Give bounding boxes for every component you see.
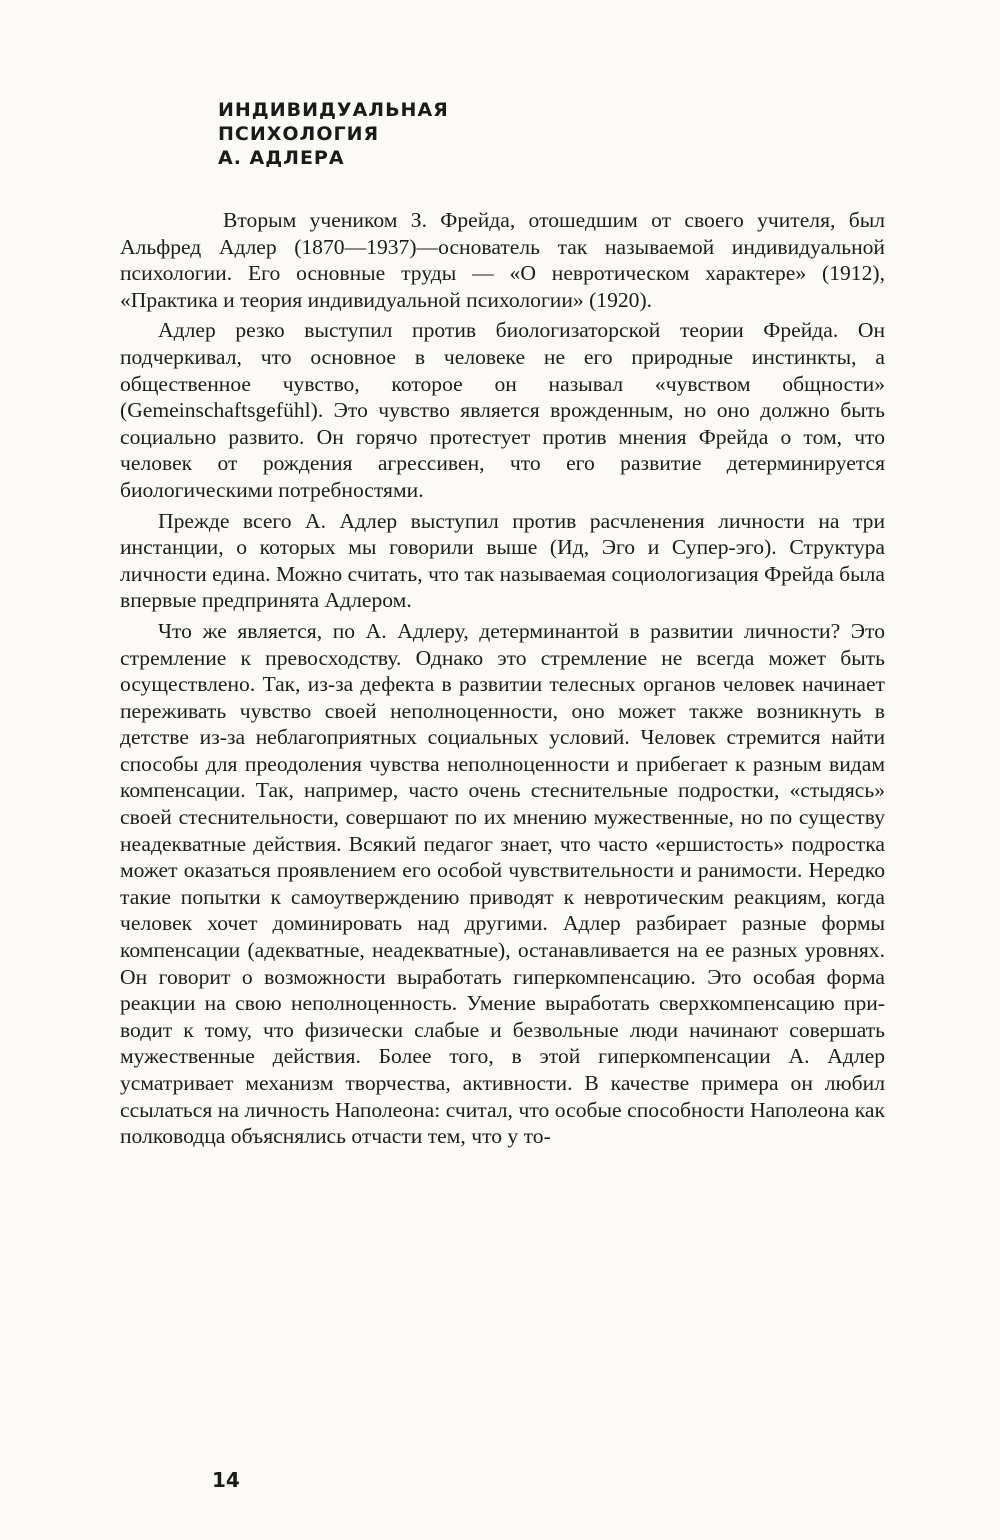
paragraph-4: Что же является, по А. Адлеру, детерминантой в развитии личности? Это стремление к превосходству. Однако это стремление не всегда может быть осуществлено. Так, из-за дефекта в развитии телесных органов человек начинает переживать чувство своей неполноценности, оно может также возникнуть в детстве из-за неблагоприятных социальных условий. Человек стремится найти способы для преодоления чувства неполноценности и прибегает к разным видам компенсации. Так, например, часто очень стеснительные подростки, «стыдясь» своей стеснительности, совершают по их мнению мужественные, но по существу неадекватные действия. Всякий педагог знает, что часто «ершистость» подростка может оказаться проявлением его особой чувствительности и ранимости. Нередко такие попытки к самоутверждению приводят к невротическим реакциям, когда человек хочет доминировать над другими. Адлер разбирает разные формы компенсации (адекватные, неадекватные), останавливается на ее разных уровнях. Он говорит о возможности выработать гиперкомпенсацию. Это особая форма реакции на свою неполноценность. Умение выработать сверхкомпенсацию приводит к тому, что физически слабые и безвольные люди начинают совершать мужественные действия. Более того, в этой гиперкомпенсации А. Адлер усматривает механизм творчества, активности. В качестве примера он любил ссылаться на личность Наполеона: считал, что особые способности Наполеона как полководца объяснялись отчасти тем, что у то- [120, 618, 885, 1149]
chapter-title-line-3: А. АДЛЕРА [218, 147, 345, 169]
paragraph-2: Адлер резко выступил против биологизаторской теории Фрейда. Он подчеркивал, что основное в человеке не его природные инстинкты, а общественное чувство, которое он называл «чувством общности» (Gemeinschaftsgefühl). Это чувство является врожденным, но оно должно быть социально развито. Он горячо протестует против мнения Фрейда о том, что человек от рождения агрессивен, что его развитие детерминируется биологическими потребностями. [120, 318, 885, 502]
paragraph-1: Вторым учеником З. Фрейда, отошедшим от своего учителя, был Альфред Адлер (1870—1937)—основатель так называемой индивидуальной психологии. Его основные труды — «О невротическом характере» (1912), «Практика и теория индивидуальной психологии» (1920). [120, 208, 885, 312]
chapter-title-line-2: ПСИХОЛОГИЯ [218, 123, 380, 145]
paragraph-3: Прежде всего А. Адлер выступил против расчленения личности на три инстанции, о которых мы говорили выше (Ид, Эго и Супер-эго). Структура личности едина. Можно считать, что так называемая социологизация Фрейда была впервые предпринята Адлером. [120, 508, 885, 613]
page-number: 14 [212, 1468, 240, 1492]
chapter-title [218, 98, 449, 170]
body-text [120, 207, 885, 1154]
chapter-title-line-1: ИНДИВИДУАЛЬНАЯ [218, 99, 449, 121]
